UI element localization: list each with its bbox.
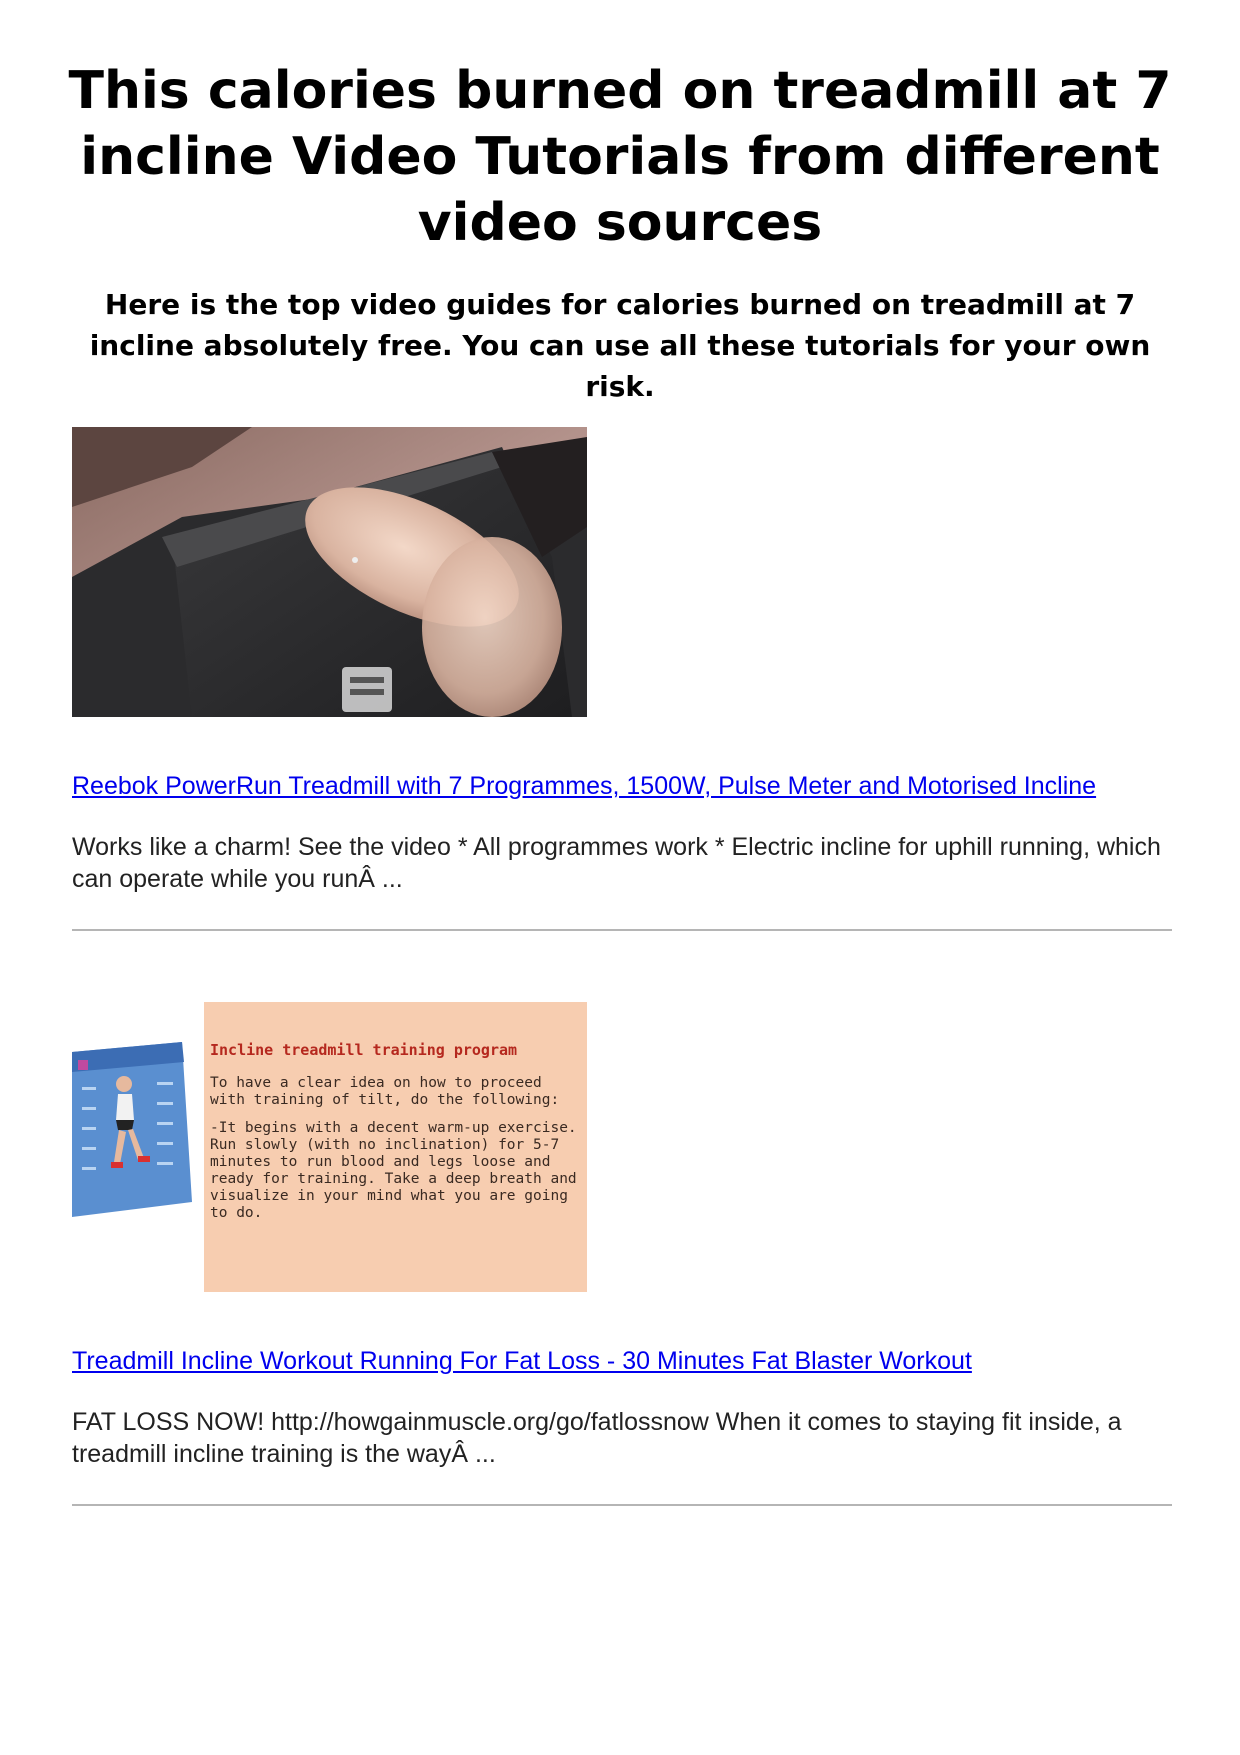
video-thumbnail[interactable] (72, 1002, 587, 1292)
video-thumbnail[interactable] (72, 427, 587, 717)
video-entry (72, 1002, 1172, 1468)
video-description: Works like a charm! See the video * All programmes work * Electric incline for uphill running, which can operate while you runÂ ... (72, 833, 1161, 893)
video-entry (72, 427, 1172, 893)
treadmill-console-image (72, 427, 587, 717)
video-link[interactable]: Treadmill Incline Workout Running For Fat Loss - 30 Minutes Fat Blaster Workout (72, 1347, 972, 1375)
slide-paragraph: -It begins with a decent warm-up exercise. Run slowly (with no inclination) for 5-7 minutes to run blood and legs loose and ready for training. Take a deep breath and visualize in your mind what you are going to do. (210, 1120, 577, 1221)
slide-heading: Incline treadmill training program (210, 1041, 518, 1059)
divider (72, 1504, 1172, 1506)
slide-text (210, 1042, 580, 1233)
page-title: This calories burned on treadmill at 7 incline Video Tutorials from different video sources (68, 61, 1172, 253)
video-link[interactable]: Reebok PowerRun Treadmill with 7 Programmes, 1500W, Pulse Meter and Motorised Incline (72, 772, 1097, 800)
video-description: FAT LOSS NOW! http://howgainmuscle.org/go/fatlossnow When it comes to staying fit inside, a treadmill incline training is the wayÂ ... (72, 1408, 1122, 1468)
page-subtitle: Here is the top video guides for calories burned on treadmill at 7 incline absolutely free. You can use all these tutorials for your own risk. (89, 288, 1151, 403)
slide-paragraph: To have a clear idea on how to proceed with training of tilt, do the following: (210, 1075, 560, 1108)
divider (72, 929, 1172, 931)
